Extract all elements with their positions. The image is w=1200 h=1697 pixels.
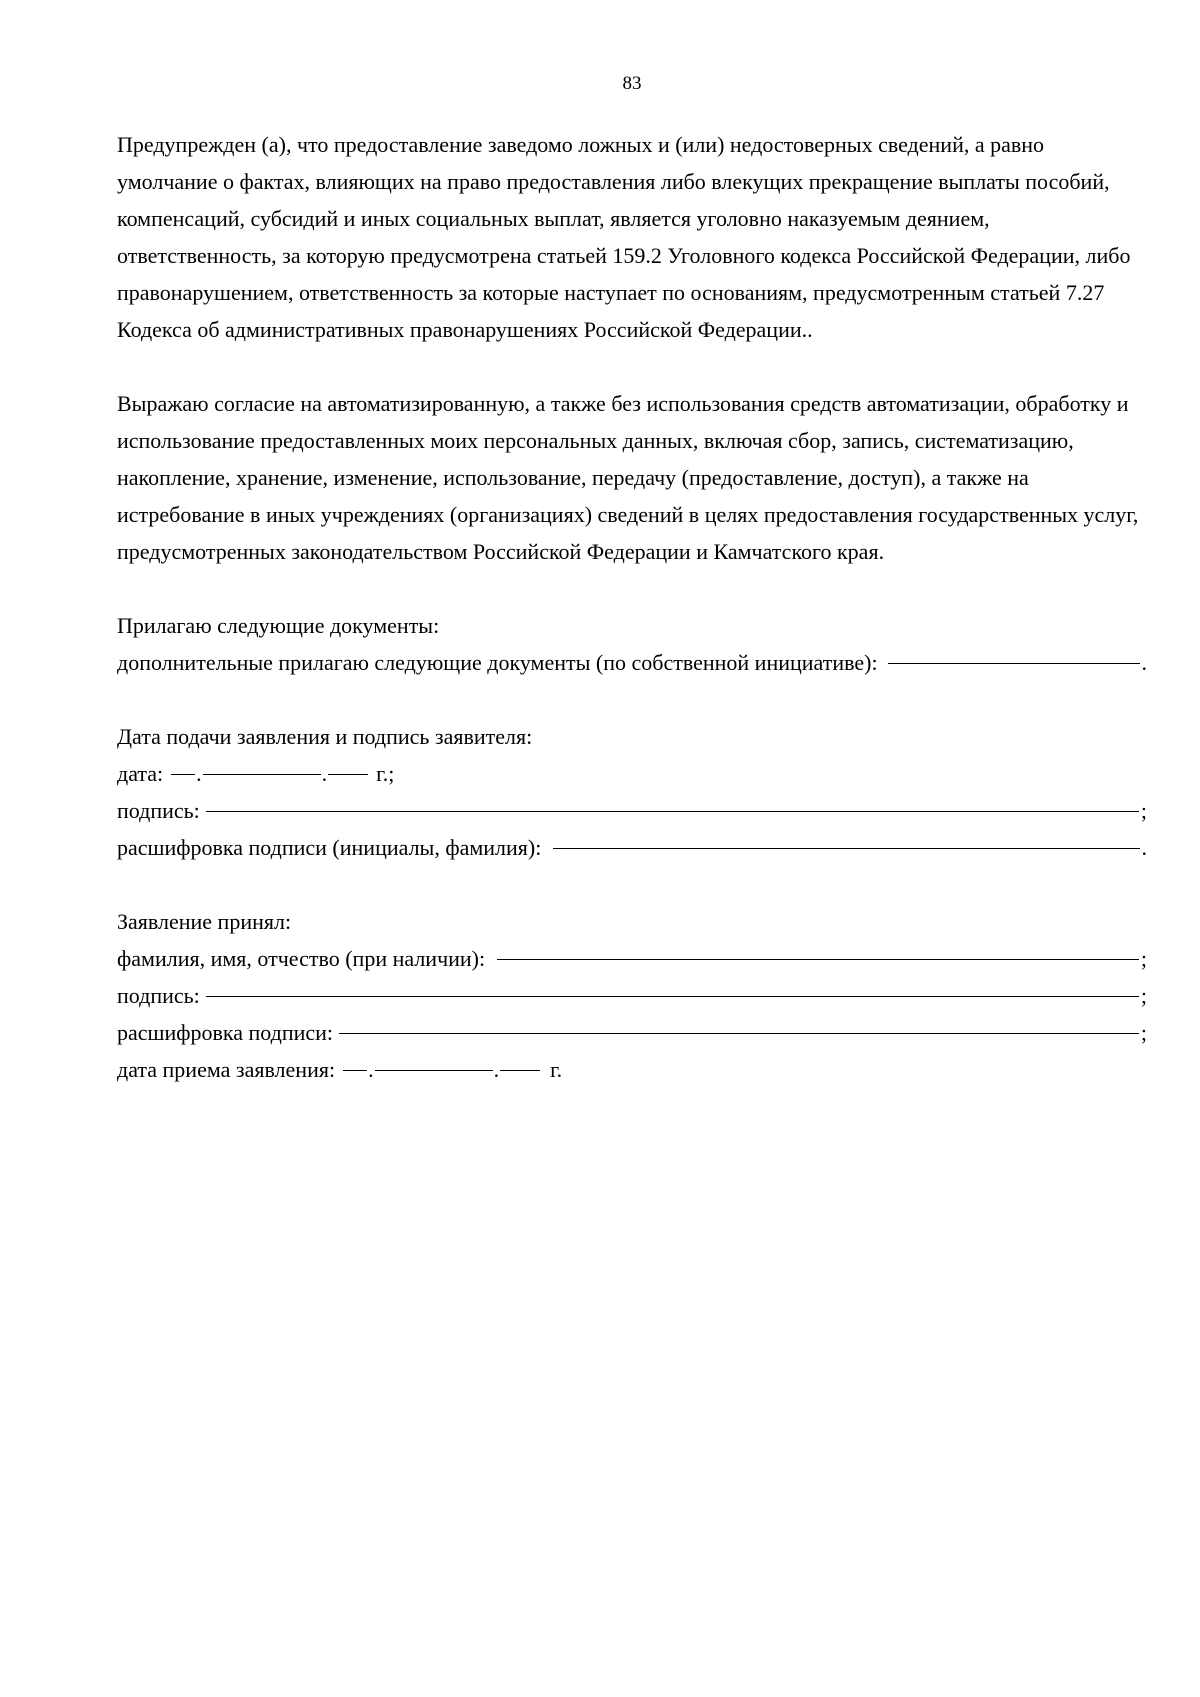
attachments-heading: Прилагаю следующие документы: bbox=[117, 613, 440, 638]
receiver-date-day-field[interactable] bbox=[343, 1070, 367, 1071]
receiver-date-month-field[interactable] bbox=[375, 1070, 493, 1071]
receiver-signature-line: подпись: ; bbox=[117, 977, 1147, 1014]
receiver-date-year-field[interactable] bbox=[500, 1070, 540, 1071]
applicant-date-year-field[interactable] bbox=[328, 774, 368, 775]
receiver-date-line: дата приема заявления: . . г. bbox=[117, 1051, 1147, 1088]
receiver-decode-line: расшифровка подписи: ; bbox=[117, 1014, 1147, 1051]
page-number: 83 bbox=[622, 73, 642, 94]
applicant-decode-field[interactable] bbox=[553, 848, 1139, 849]
receiver-decode-field[interactable] bbox=[339, 1033, 1139, 1034]
applicant-date-day-field[interactable] bbox=[171, 774, 195, 775]
receiver-date-suffix: г. bbox=[550, 1057, 563, 1082]
receiver-decode-label: расшифровка подписи: bbox=[117, 1020, 334, 1045]
applicant-heading: Дата подачи заявления и подпись заявителя: bbox=[117, 724, 533, 749]
additional-documents-line: дополнительные прилагаю следующие документы (по собственной инициативе): . bbox=[117, 644, 1147, 681]
applicant-date-month-field[interactable] bbox=[203, 774, 321, 775]
applicant-signature-field[interactable] bbox=[206, 811, 1139, 812]
applicant-date-label: дата: bbox=[117, 761, 164, 786]
form-content bbox=[117, 126, 1147, 1088]
receiver-signature-label: подпись: bbox=[117, 983, 200, 1008]
applicant-signature-label: подпись: bbox=[117, 798, 200, 823]
additional-documents-field[interactable] bbox=[888, 663, 1140, 664]
applicant-date-suffix: г.; bbox=[376, 761, 395, 786]
warning-paragraph: Предупрежден (а), что предоставление заведомо ложных и (или) недостоверных сведений, а равно умолчание о фактах, влияющих на право предоставления либо влекущих прекращение выплаты пособий, компенсаций, субсидий и иных социальных выплат, является уголовно наказуемым деянием, ответственность, за которую предусмотрена статьей 159.2 Уголовного кодекса Российской Федерации, либо правонарушением, ответственность за которые наступает по основаниям, предусмотренным статьей 7.27 Кодекса об административных правонарушениях Российской Федерации.. bbox=[117, 132, 1131, 342]
receiver-name-line: фамилия, имя, отчество (при наличии): ; bbox=[117, 940, 1147, 977]
applicant-decode-line: расшифровка подписи (инициалы, фамилия): . bbox=[117, 829, 1147, 866]
receiver-signature-field[interactable] bbox=[206, 996, 1139, 997]
applicant-signature-line: подпись: ; bbox=[117, 792, 1147, 829]
receiver-date-label: дата приема заявления: bbox=[117, 1057, 336, 1082]
receiver-name-label: фамилия, имя, отчество (при наличии): bbox=[117, 946, 486, 971]
receiver-name-field[interactable] bbox=[497, 959, 1139, 960]
applicant-date-line: дата: . . г.; bbox=[117, 755, 1147, 792]
consent-paragraph: Выражаю согласие на автоматизированную, а также без использования средств автоматизации, обработку и использование предоставленных моих персональных данных, включая сбор, запись, систематизацию, накопление, хранение, изменение, использование, передачу (предоставление, доступ), а также на истребование в иных учреждениях (организациях) сведений в целях предоставления государственных услуг, предусмотренных законодательством Российской Федерации и Камчатского края. bbox=[117, 391, 1139, 564]
applicant-decode-label: расшифровка подписи (инициалы, фамилия): bbox=[117, 835, 542, 860]
receiver-heading: Заявление принял: bbox=[117, 909, 292, 934]
additional-documents-label: дополнительные прилагаю следующие документы (по собственной инициативе): bbox=[117, 650, 878, 675]
